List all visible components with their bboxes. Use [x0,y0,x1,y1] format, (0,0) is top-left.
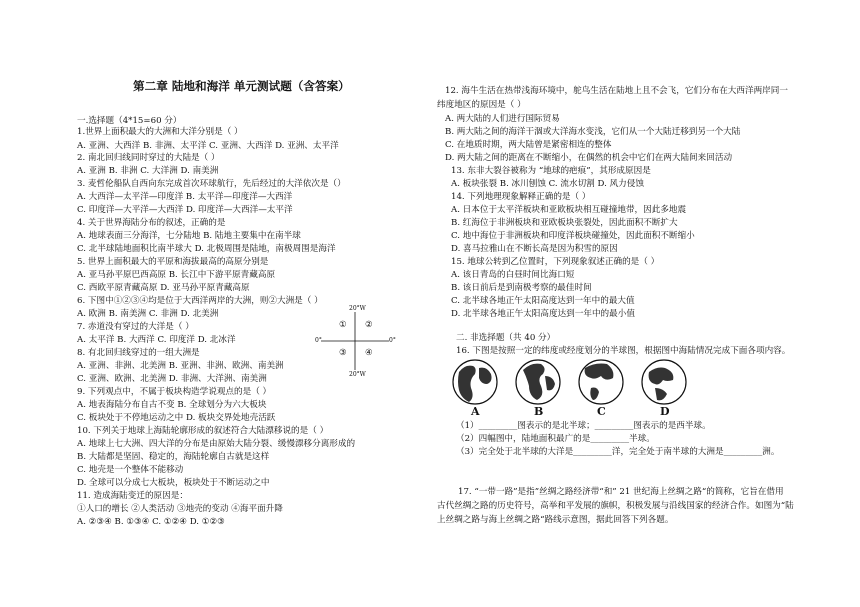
question-17-line-2: 古代丝绸之路的历史符号，高举和平发展的旗帜，积极发展与沿线国家的经济合作。如图为“陆 [437,501,794,511]
question-14-option-a: A. 日本位于太平洋板块和亚欧板块相互碰撞地带，因此多地震 [451,205,687,215]
question-12-option-b: B. 两大陆之间的海洋干涸或大洋海水变浅，它们从一个大陆迁移到另一个大陆 [445,127,741,137]
question-14-option-d: D. 喜马拉雅山在不断长高是因为积雪的原因 [451,244,618,254]
question-10: 10. 下列关于地球上海陆轮廓形成的叙述符合大陆漂移说的是（ ） [77,426,329,436]
globe-label-a: A [471,405,480,418]
question-10-option-a: A. 地球上七大洲、四大洋的分布是由原始大陆分裂、缓慢漂移分离形成的 [77,439,356,449]
question-17: 17. “一带一路”是指”丝绸之路经济带“和” 21 世纪海上丝绸之路“的简称，它旨在借用 [458,487,784,497]
question-5: 5. 世界上面积最大的平原和海拔最高的高原分别是 [77,257,269,267]
question-11-options: A. ②③④ B. ①③④ C. ①②④ D. ①②③ [77,517,225,527]
question-4-options-cd: C. 北半球陆地面积比南半球大 D. 北极周围是陆地，南极周围是海洋 [77,244,336,254]
quadrant-3: ③ [339,348,347,358]
question-13-options: A. 板块张裂 B. 冰川刨蚀 C. 流水切割 D. 风力侵蚀 [451,179,644,189]
quadrant-1: ① [339,320,347,330]
question-8: 8. 有北回归线穿过的一组大洲是 [77,348,200,358]
question-15: 15. 地球公转到乙位置时，下列现象叙述正确的是（ ） [451,257,660,267]
question-11-items: ①人口的增长 ②人类活动 ③地壳的变动 ④海平面升降 [77,504,283,514]
equator-label-left: 0° [315,337,322,344]
quadrant-2: ② [365,320,373,330]
question-4-options-ab: A. 地球表面三分海洋，七分陆地 B. 陆地主要集中在南半球 [77,231,301,241]
question-1-options: A. 亚洲、大西洋 B. 非洲、太平洋 C. 亚洲、大西洋 D. 亚洲、太平洋 [77,141,339,151]
meridian-label-top: 20°W [349,305,366,312]
quadrant-figure [315,306,395,376]
question-14: 14. 下列地理现象解释正确的是（ ） [451,192,591,202]
question-6-options: A. 欧洲 B. 南美洲 C. 非洲 D. 北美洲 [77,309,219,319]
question-15-option-c: C. 北半球各地正午太阳高度达到一年中的最大值 [451,296,635,306]
question-13: 13. 东非大裂谷被称为 “地球的疤痕”，其形成原因是 [451,166,651,176]
question-7-options: A. 太平洋 B. 大西洋 C. 印度洋 D. 北冰洋 [77,335,236,345]
question-10-option-b: B. 大陆都是坚固、稳定的，海陆轮廓自古就是这样 [77,452,270,462]
question-2: 2. 南北回归线同时穿过的大陆是（ ） [77,153,220,163]
question-5-options-ab: A. 亚马孙平原巴西高原 B. 长江中下游平原青藏高原 [77,270,276,280]
question-12-option-a: A. 两大陆的人们进行国际贸易 [445,114,560,124]
globe-label-c: C [597,405,606,418]
question-16-part-1: （1）_________图表示的是北半球；_________图表示的是西半球。 [456,421,711,431]
question-10-option-c: C. 地壳是一个整体不能移动 [77,465,184,475]
question-7: 7. 赤道没有穿过的大洋是（ ） [77,322,194,332]
question-17-line-3: 上丝绸之路与海上丝绸之路“路线示意图，据此回答下列各题。 [437,515,674,525]
question-8-options-ab: A. 亚洲、非洲、北美洲 B. 亚洲、非洲、欧洲、南美洲 [77,361,284,371]
question-11: 11. 造成海陆变迁的原因是： [77,491,188,501]
question-3: 3. 麦哲伦船队自西向东完成首次环球航行，先后经过的大洋依次是（） [77,179,346,189]
question-4: 4. 关于世界海陆分布的叙述，正确的是 [77,218,226,228]
question-6: 6. 下图中①②③④均是位于大西洋两岸的大洲，则②大洲是（ ） [77,296,323,306]
question-9-options-cd: C. 板块处于不停地运动之中 D. 板块交界处地壳活跃 [77,413,276,423]
question-15-option-d: D. 北半球各地正午太阳高度达到一年中的最小值 [451,309,635,319]
globe-c-icon [579,360,623,404]
question-3-options-cd: C. 印度洋—大平洋—大西洋 D. 印度洋—大西洋—太平洋 [77,205,293,215]
question-15-option-b: B. 该日前后是到南极考察的最佳时间 [451,283,592,293]
quadrant-axes [315,306,395,376]
equator-label-right: 0° [389,337,396,344]
question-9-options-ab: A. 地表海陆分布自古不变 B. 全球划分为六大板块 [77,400,267,410]
globe-b-icon [516,360,560,404]
question-12: 12. 海牛生活在热带浅海环境中，鸵鸟生活在陆地上且不会飞，它们分布在大西洋两岸同一 [445,86,788,96]
question-12-option-c: C. 在地质时期，两大陆曾是紧密相连的整体 [445,140,612,150]
question-16-part-3: （3）完全处于北半球的大洋是_________洋，完全处于南半球的大洲是_________洲。 [456,447,780,457]
question-9: 9. 下列观点中，不属于板块构造学说观点的是（ ） [77,387,272,397]
globe-label-b: B [534,405,544,418]
question-16: 16. 下图是按照一定的纬度或经度划分的半球图，根据图中海陆情况完成下面各项内容。 [456,346,791,356]
globe-a-icon [453,360,497,404]
question-12-option-d: D. 两大陆之间的距离在不断缩小，在偶然的机会中它们在两大陆间来回活动 [445,153,733,163]
question-1: 1.世界上面积最大的大洲和大洋分别是（ ） [77,127,243,137]
question-8-options-cd: C. 亚洲、欧洲、北美洲 D. 非洲、大洋洲、南美洲 [77,374,267,384]
section-heading: 一.选择题（4*15=60 分） [77,116,182,126]
meridian-label-bottom: 20°W [349,371,366,378]
globe-d-icon [642,360,686,404]
hemisphere-globes [449,358,689,418]
question-2-options: A. 亚洲 B. 非洲 C. 大洋洲 D. 南美洲 [77,166,219,176]
question-15-option-a: A. 该日青岛的白昼时间比海口短 [451,270,575,280]
quadrant-4: ④ [365,348,373,358]
question-10-option-d: D. 全球可以分成七大板块，板块处于不断运动之中 [77,478,270,488]
hemisphere-figure [449,358,689,418]
globe-label-d: D [660,405,670,418]
question-3-options-ab: A. 大西洋—太平洋—印度洋 B. 太平洋—印度洋—大西洋 [77,192,293,202]
question-5-options-cd: C. 西欧平原青藏高原 D. 亚马孙平原青藏高原 [77,283,250,293]
page-title: 第二章 陆地和海洋 单元测试题（含答案） [133,79,350,93]
question-16-part-2: （2）四幅图中，陆地面积最广的是_________半球。 [456,434,655,444]
question-14-option-b: B. 红海位于非洲板块和亚欧板块张裂处，因此面积不断扩大 [451,218,678,228]
question-14-option-c: C. 地中海位于非洲板块和印度洋板块碰撞处，因此面积不断缩小 [451,231,695,241]
question-12-cont: 纬度地区的原因是（ ） [437,100,526,110]
section-2-heading: 二. 非选择题（共 40 分） [456,333,556,343]
